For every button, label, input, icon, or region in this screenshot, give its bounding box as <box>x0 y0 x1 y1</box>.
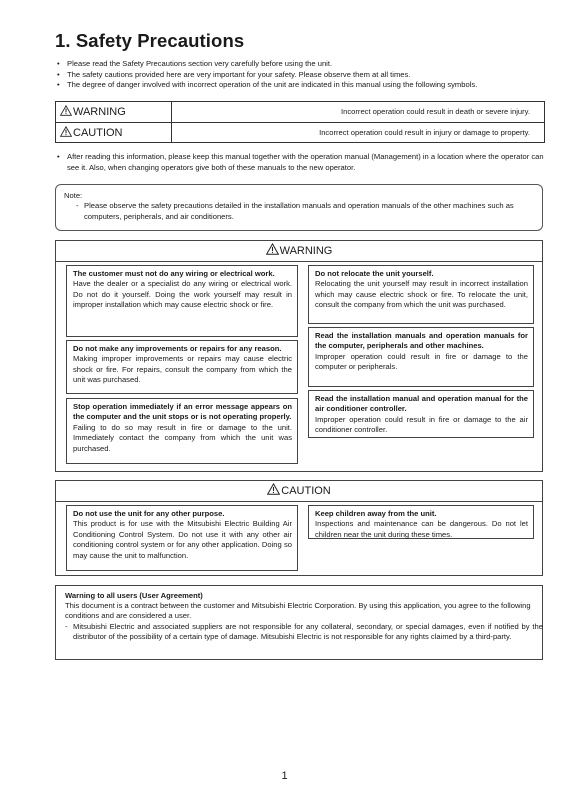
agreement-heading: Warning to all users (User Agreement) <box>65 591 203 600</box>
warning-item-stop-operation: Stop operation immediately if an error message appears on the computer and the unit stops or is not operating properly. Failing to do so may result in fire or damage to the unit. Immediately contact the company from which the unit was purchased. <box>66 398 298 464</box>
warning-item-wiring: The customer must not do any wiring or electrical work. Have the dealer or a specialist do any wiring or electrical work. Do not do it yourself. Doing the work yourself may result in improper installation which may cause electric shock or fire. <box>66 265 298 337</box>
warning-triangle-icon <box>60 105 72 116</box>
warning-section-header: WARNING <box>56 241 542 262</box>
note-box <box>55 184 543 231</box>
caution-symbol-row <box>56 122 544 143</box>
agreement-dash: - <box>65 622 68 631</box>
warning-symbol-description: Incorrect operation could result in death or severe injury. <box>341 107 530 116</box>
note-body: Please observe the safety precautions detailed in the installation manuals and operation manuals of the other machines such as computers, peripherals, and air conditioners. <box>84 201 514 221</box>
warning-symbol-label: WARNING <box>73 106 126 118</box>
user-agreement-box <box>55 585 543 660</box>
list-item: • After reading this information, please keep this manual together with the operation manual (Management) in a location where the operator can see it. Also, when changing operators give both of these manuals to the new operator. <box>57 152 547 173</box>
agreement-body: This document is a contract between the customer and Mitsubishi Electric Corporation. By using this application, you agree to the following conditions and are considered a user. <box>65 601 531 621</box>
warning-item-repairs: Do not make any improvements or repairs for any reason. Making improper improvements or repairs may cause electric shock or fire. For repairs, consult the company from which the unit was purchased. <box>66 340 298 394</box>
warning-symbol-row <box>56 102 544 122</box>
list-item: • Please read the Safety Precautions section very carefully before using the unit. <box>57 59 547 70</box>
caution-section <box>55 480 543 576</box>
warning-section <box>55 240 543 472</box>
list-item: • The safety cautions provided here are very important for your safety. Please observe them at all times. <box>57 70 547 81</box>
warning-triangle-icon <box>267 483 280 495</box>
caution-symbol-label: CAUTION <box>73 127 123 139</box>
warning-item-controller-manual: Read the installation manual and operation manual for the air conditioner controller. Improper operation could result in fire or damage to the air conditioner controller. <box>308 390 534 438</box>
warning-item-read-manuals: Read the installation manuals and operation manuals for the computer, peripherals and other machines. Improper operation could result in fire or damage to the computer or peripherals. <box>308 327 534 387</box>
page-title: 1. Safety Precautions <box>55 30 245 51</box>
caution-section-header: CAUTION <box>56 481 542 502</box>
warning-item-relocate: Do not relocate the unit yourself. Relocating the unit yourself may result in incorrect installation which may cause electric shock or fire. To relocate the unit, consult the company from which the unit was purchased. <box>308 265 534 324</box>
caution-item-children: Keep children away from the unit. Inspections and maintenance can be dangerous. Do not let children near the unit during these times. <box>308 505 534 539</box>
warning-triangle-icon <box>60 126 72 137</box>
list-item: • The degree of danger involved with incorrect operation of the unit are indicated in this manual using the following symbols. <box>57 80 547 91</box>
warning-triangle-icon <box>266 243 279 255</box>
note-dash: - <box>76 201 79 210</box>
page-number: 1 <box>281 770 288 782</box>
caution-item-other-purpose: Do not use the unit for any other purpose. This product is for use with the Mitsubishi Electric Building Air Conditioning Control System. Do not use it with any other air conditioning control system or for any other application. Doing so may cause the unit to malfunction. <box>66 505 298 571</box>
note-title: Note: <box>64 191 83 200</box>
intro-bullet-list <box>57 59 547 91</box>
after-reading-bullet <box>57 152 547 173</box>
agreement-item: Mitsubishi Electric and associated suppliers are not responsible for any collateral, secondary, or special damages, even if notified by the distributor of the possibility of a certain type of damage. Mitsubishi Electric is not responsible for any rights claimed by a third-party. <box>73 622 543 642</box>
caution-symbol-description: Incorrect operation could result in injury or damage to property. <box>319 128 530 137</box>
danger-symbol-table <box>55 101 545 143</box>
